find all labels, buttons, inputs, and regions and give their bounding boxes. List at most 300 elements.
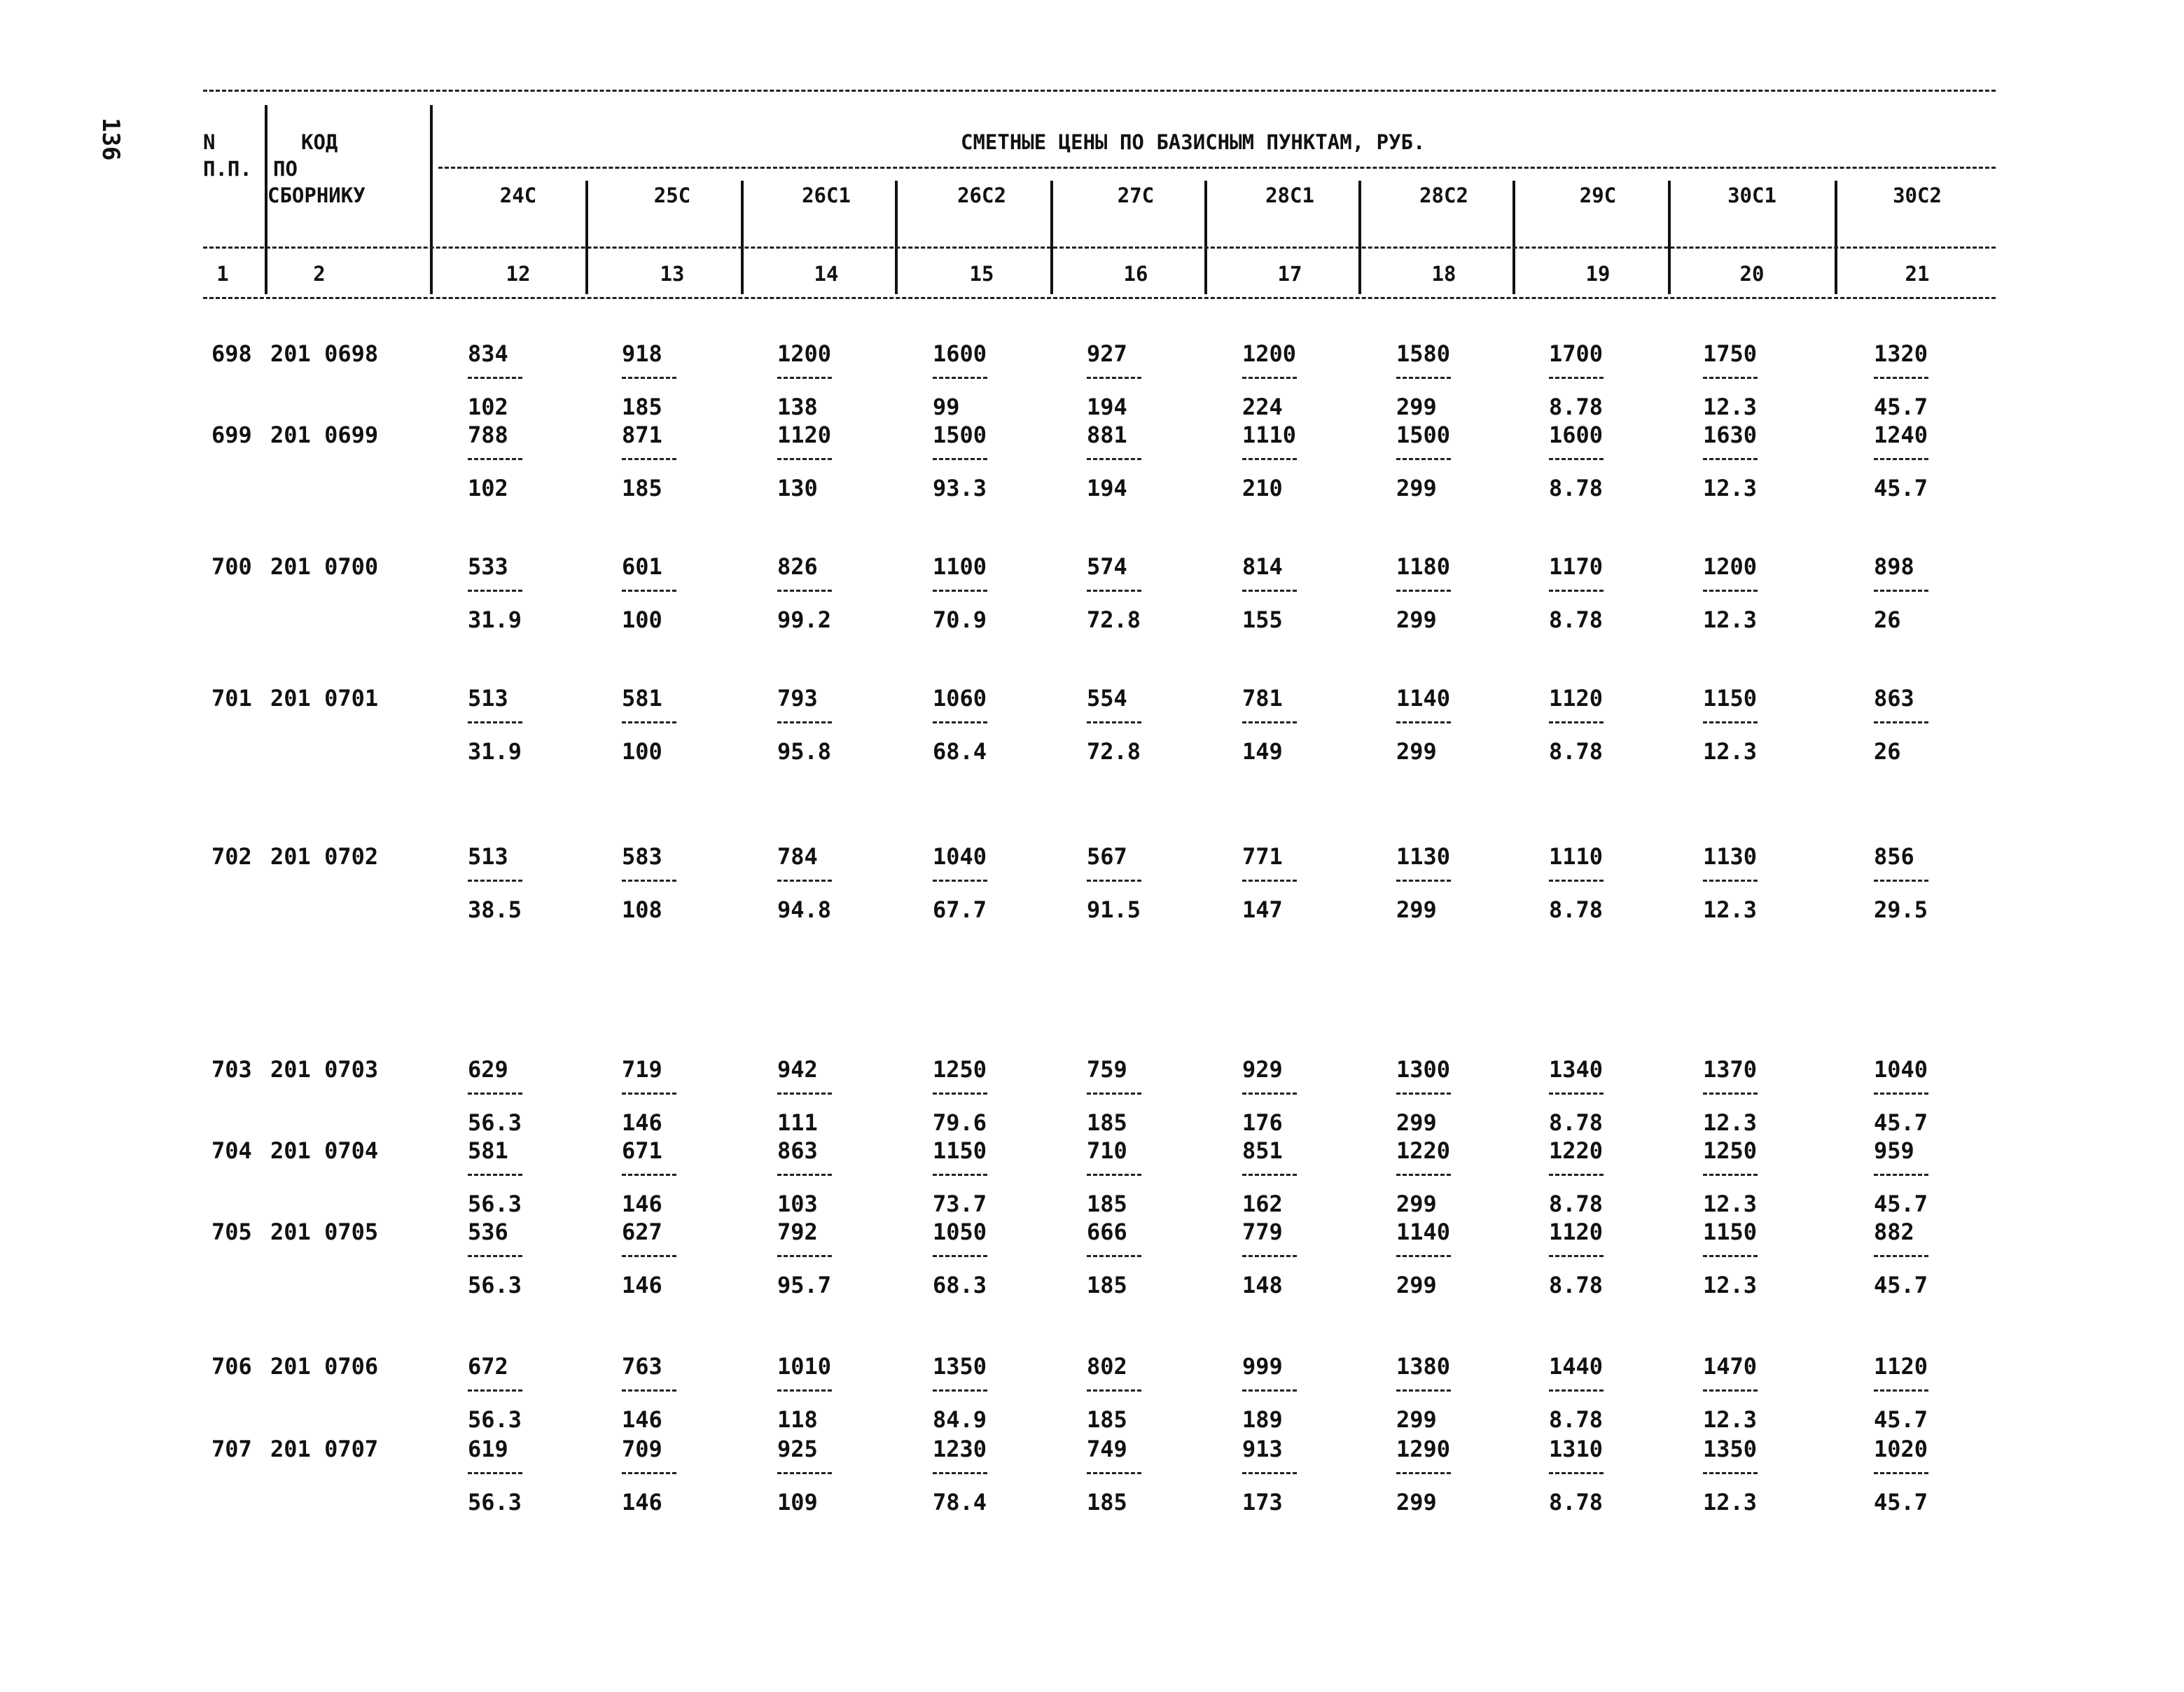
price-value: 1350 bbox=[933, 1353, 987, 1380]
price-value: 826 bbox=[777, 553, 818, 580]
fraction-line bbox=[1242, 377, 1297, 379]
fraction-line bbox=[777, 1472, 832, 1474]
fraction-line bbox=[1087, 1174, 1141, 1176]
price-value: 1470 bbox=[1703, 1353, 1758, 1380]
price-divisor: 45.7 bbox=[1874, 1109, 1928, 1136]
row-number: 704 bbox=[211, 1137, 252, 1164]
price-divisor: 108 bbox=[622, 896, 662, 923]
fraction-line bbox=[622, 458, 676, 460]
price-divisor: 155 bbox=[1242, 606, 1283, 633]
header-divider bbox=[1835, 181, 1837, 294]
header-bottom-rule bbox=[203, 297, 1996, 299]
fraction-line bbox=[1242, 1093, 1297, 1095]
price-value: 1500 bbox=[1396, 422, 1451, 448]
price-divisor: 12.3 bbox=[1703, 394, 1758, 420]
fraction-line bbox=[1874, 1472, 1928, 1474]
price-value: 1380 bbox=[1396, 1353, 1451, 1380]
price-value: 1060 bbox=[933, 685, 987, 712]
fraction-line bbox=[1087, 880, 1141, 882]
price-value: 1500 bbox=[933, 422, 987, 448]
row-code: 201 0700 bbox=[270, 553, 379, 580]
price-divisor: 109 bbox=[777, 1489, 818, 1516]
fraction-line bbox=[933, 590, 987, 592]
price-divisor: 147 bbox=[1242, 896, 1283, 923]
price-value: 863 bbox=[777, 1137, 818, 1164]
fraction-line bbox=[1703, 1093, 1758, 1095]
fraction-line bbox=[933, 1174, 987, 1176]
fraction-line bbox=[1874, 880, 1928, 882]
price-divisor: 45.7 bbox=[1874, 1272, 1928, 1298]
header-group-rule bbox=[438, 167, 1996, 169]
price-value: 856 bbox=[1874, 843, 1914, 870]
fraction-line bbox=[1087, 458, 1141, 460]
header-col-number: 15 bbox=[969, 262, 994, 286]
header-point-29С: 29С bbox=[1579, 183, 1617, 207]
price-divisor: 146 bbox=[622, 1109, 662, 1136]
header-divider bbox=[1204, 181, 1207, 294]
row-code: 201 0698 bbox=[270, 340, 379, 367]
price-value: 913 bbox=[1242, 1436, 1283, 1462]
fraction-line bbox=[1874, 1255, 1928, 1257]
fraction-line bbox=[1703, 1389, 1758, 1392]
row-number: 706 bbox=[211, 1353, 252, 1380]
fraction-line bbox=[1703, 1472, 1758, 1474]
price-value: 1700 bbox=[1549, 340, 1604, 367]
header-point-30С2: 30С2 bbox=[1893, 183, 1942, 207]
fraction-line bbox=[1549, 880, 1604, 882]
header-divider bbox=[1668, 181, 1671, 294]
price-value: 1230 bbox=[933, 1436, 987, 1462]
price-value: 881 bbox=[1087, 422, 1127, 448]
header-col-number: 13 bbox=[660, 262, 685, 286]
price-divisor: 103 bbox=[777, 1191, 818, 1217]
fraction-line bbox=[1703, 590, 1758, 592]
price-value: 581 bbox=[622, 685, 662, 712]
fraction-line bbox=[1087, 1255, 1141, 1257]
price-value: 1150 bbox=[1703, 1219, 1758, 1245]
price-value: 749 bbox=[1087, 1436, 1127, 1462]
price-divisor: 8.78 bbox=[1549, 1272, 1604, 1298]
fraction-line bbox=[1396, 880, 1451, 882]
fraction-line bbox=[1242, 1174, 1297, 1176]
fraction-line bbox=[933, 1255, 987, 1257]
row-number: 703 bbox=[211, 1056, 252, 1083]
price-value: 793 bbox=[777, 685, 818, 712]
price-divisor: 173 bbox=[1242, 1489, 1283, 1516]
fraction-line bbox=[1396, 590, 1451, 592]
fraction-line bbox=[1703, 1174, 1758, 1176]
price-value: 601 bbox=[622, 553, 662, 580]
price-divisor: 162 bbox=[1242, 1191, 1283, 1217]
price-value: 1120 bbox=[1874, 1353, 1928, 1380]
price-divisor: 185 bbox=[1087, 1191, 1127, 1217]
price-divisor: 12.3 bbox=[1703, 738, 1758, 765]
header-point-26С2: 26С2 bbox=[957, 183, 1006, 207]
price-value: 898 bbox=[1874, 553, 1914, 580]
fraction-line bbox=[468, 1389, 522, 1392]
price-value: 771 bbox=[1242, 843, 1283, 870]
price-value: 999 bbox=[1242, 1353, 1283, 1380]
price-divisor: 102 bbox=[468, 475, 508, 501]
fraction-line bbox=[1874, 1389, 1928, 1392]
price-value: 1050 bbox=[933, 1219, 987, 1245]
price-divisor: 210 bbox=[1242, 475, 1283, 501]
fraction-line bbox=[468, 1255, 522, 1257]
fraction-line bbox=[777, 458, 832, 460]
price-value: 581 bbox=[468, 1137, 508, 1164]
price-value: 927 bbox=[1087, 340, 1127, 367]
price-divisor: 189 bbox=[1242, 1406, 1283, 1433]
header-col-number: 21 bbox=[1905, 262, 1930, 286]
price-divisor: 299 bbox=[1396, 606, 1437, 633]
price-value: 942 bbox=[777, 1056, 818, 1083]
header-divider bbox=[585, 181, 588, 294]
fraction-line bbox=[1703, 1255, 1758, 1257]
price-divisor: 102 bbox=[468, 394, 508, 420]
fraction-line bbox=[1549, 590, 1604, 592]
price-divisor: 56.3 bbox=[468, 1272, 522, 1298]
price-divisor: 67.7 bbox=[933, 896, 987, 923]
price-divisor: 12.3 bbox=[1703, 1191, 1758, 1217]
price-value: 1200 bbox=[1242, 340, 1297, 367]
price-value: 882 bbox=[1874, 1219, 1914, 1245]
header-divider bbox=[741, 181, 744, 294]
fraction-line bbox=[777, 590, 832, 592]
price-value: 1310 bbox=[1549, 1436, 1604, 1462]
price-divisor: 79.6 bbox=[933, 1109, 987, 1136]
price-divisor: 45.7 bbox=[1874, 475, 1928, 501]
price-divisor: 12.3 bbox=[1703, 1272, 1758, 1298]
fraction-line bbox=[933, 1093, 987, 1095]
header-point-25С: 25С bbox=[653, 183, 691, 207]
header-point-28С2: 28С2 bbox=[1419, 183, 1468, 207]
price-divisor: 185 bbox=[622, 475, 662, 501]
fraction-line bbox=[1549, 1389, 1604, 1392]
fraction-line bbox=[468, 721, 522, 723]
fraction-line bbox=[622, 1255, 676, 1257]
fraction-line bbox=[622, 1389, 676, 1392]
price-value: 1220 bbox=[1549, 1137, 1604, 1164]
header-col-number: 20 bbox=[1739, 262, 1765, 286]
row-code: 201 0701 bbox=[270, 685, 379, 712]
price-divisor: 70.9 bbox=[933, 606, 987, 633]
price-divisor: 146 bbox=[622, 1489, 662, 1516]
row-code: 201 0705 bbox=[270, 1219, 379, 1245]
price-divisor: 8.78 bbox=[1549, 606, 1604, 633]
fraction-line bbox=[1874, 1174, 1928, 1176]
row-number: 700 bbox=[211, 553, 252, 580]
fraction-line bbox=[468, 458, 522, 460]
price-value: 759 bbox=[1087, 1056, 1127, 1083]
price-value: 1220 bbox=[1396, 1137, 1451, 1164]
price-divisor: 185 bbox=[1087, 1109, 1127, 1136]
price-divisor: 12.3 bbox=[1703, 1406, 1758, 1433]
row-code: 201 0702 bbox=[270, 843, 379, 870]
price-divisor: 299 bbox=[1396, 394, 1437, 420]
price-value: 763 bbox=[622, 1353, 662, 1380]
fraction-line bbox=[1874, 377, 1928, 379]
price-value: 1600 bbox=[933, 340, 987, 367]
price-value: 513 bbox=[468, 843, 508, 870]
fraction-line bbox=[933, 721, 987, 723]
price-divisor: 56.3 bbox=[468, 1109, 522, 1136]
price-divisor: 148 bbox=[1242, 1272, 1283, 1298]
row-code: 201 0706 bbox=[270, 1353, 379, 1380]
price-value: 533 bbox=[468, 553, 508, 580]
price-value: 779 bbox=[1242, 1219, 1283, 1245]
fraction-line bbox=[1242, 1472, 1297, 1474]
price-divisor: 26 bbox=[1874, 606, 1901, 633]
header-col-number: 14 bbox=[814, 262, 839, 286]
price-value: 672 bbox=[468, 1353, 508, 1380]
fraction-line bbox=[468, 590, 522, 592]
price-divisor: 45.7 bbox=[1874, 1406, 1928, 1433]
price-value: 1370 bbox=[1703, 1056, 1758, 1083]
price-divisor: 68.3 bbox=[933, 1272, 987, 1298]
price-value: 788 bbox=[468, 422, 508, 448]
price-divisor: 146 bbox=[622, 1406, 662, 1433]
fraction-line bbox=[1087, 377, 1141, 379]
price-divisor: 8.78 bbox=[1549, 394, 1604, 420]
price-divisor: 185 bbox=[1087, 1272, 1127, 1298]
row-code: 201 0703 bbox=[270, 1056, 379, 1083]
fraction-line bbox=[777, 1093, 832, 1095]
fraction-line bbox=[1874, 721, 1928, 723]
row-number: 702 bbox=[211, 843, 252, 870]
header-col-number: 17 bbox=[1277, 262, 1302, 286]
price-value: 1600 bbox=[1549, 422, 1604, 448]
price-value: 1200 bbox=[777, 340, 832, 367]
fraction-line bbox=[1242, 721, 1297, 723]
fraction-line bbox=[468, 1093, 522, 1095]
price-value: 709 bbox=[622, 1436, 662, 1462]
price-divisor: 56.3 bbox=[468, 1191, 522, 1217]
fraction-line bbox=[1874, 458, 1928, 460]
fraction-line bbox=[1549, 1255, 1604, 1257]
price-value: 1180 bbox=[1396, 553, 1451, 580]
price-value: 781 bbox=[1242, 685, 1283, 712]
header-pp: П.П. bbox=[203, 157, 252, 181]
row-code: 201 0707 bbox=[270, 1436, 379, 1462]
price-divisor: 299 bbox=[1396, 896, 1437, 923]
price-value: 834 bbox=[468, 340, 508, 367]
price-divisor: 138 bbox=[777, 394, 818, 420]
fraction-line bbox=[622, 377, 676, 379]
price-divisor: 84.9 bbox=[933, 1406, 987, 1433]
header-divider bbox=[1512, 181, 1515, 294]
fraction-line bbox=[1549, 1472, 1604, 1474]
fraction-line bbox=[933, 377, 987, 379]
price-divisor: 91.5 bbox=[1087, 896, 1141, 923]
price-divisor: 56.3 bbox=[468, 1406, 522, 1433]
header-divider bbox=[1050, 181, 1053, 294]
price-divisor: 12.3 bbox=[1703, 1109, 1758, 1136]
price-divisor: 31.9 bbox=[468, 606, 522, 633]
price-divisor: 12.3 bbox=[1703, 1489, 1758, 1516]
price-divisor: 185 bbox=[1087, 1489, 1127, 1516]
price-value: 574 bbox=[1087, 553, 1127, 580]
price-value: 925 bbox=[777, 1436, 818, 1462]
price-divisor: 176 bbox=[1242, 1109, 1283, 1136]
row-number: 707 bbox=[211, 1436, 252, 1462]
price-divisor: 185 bbox=[1087, 1406, 1127, 1433]
price-divisor: 45.7 bbox=[1874, 1489, 1928, 1516]
price-divisor: 31.9 bbox=[468, 738, 522, 765]
price-divisor: 12.3 bbox=[1703, 896, 1758, 923]
price-divisor: 99.2 bbox=[777, 606, 832, 633]
price-divisor: 8.78 bbox=[1549, 896, 1604, 923]
price-value: 536 bbox=[468, 1219, 508, 1245]
header-point-28С1: 28С1 bbox=[1265, 183, 1314, 207]
price-divisor: 299 bbox=[1396, 1272, 1437, 1298]
price-divisor: 73.7 bbox=[933, 1191, 987, 1217]
row-number: 705 bbox=[211, 1219, 252, 1245]
fraction-line bbox=[777, 1174, 832, 1176]
header-point-24С: 24С bbox=[499, 183, 537, 207]
fraction-line bbox=[622, 590, 676, 592]
price-divisor: 299 bbox=[1396, 738, 1437, 765]
price-divisor: 299 bbox=[1396, 1109, 1437, 1136]
header-point-27С: 27С bbox=[1117, 183, 1155, 207]
price-value: 1140 bbox=[1396, 685, 1451, 712]
header-point-26С1: 26С1 bbox=[802, 183, 851, 207]
price-value: 929 bbox=[1242, 1056, 1283, 1083]
fraction-line bbox=[777, 1389, 832, 1392]
price-divisor: 94.8 bbox=[777, 896, 832, 923]
header-divider bbox=[1358, 181, 1361, 294]
price-value: 1300 bbox=[1396, 1056, 1451, 1083]
price-divisor: 149 bbox=[1242, 738, 1283, 765]
fraction-line bbox=[1874, 590, 1928, 592]
price-value: 1630 bbox=[1703, 422, 1758, 448]
header-col-number: 12 bbox=[506, 262, 531, 286]
price-value: 814 bbox=[1242, 553, 1283, 580]
price-value: 871 bbox=[622, 422, 662, 448]
fraction-line bbox=[1549, 1174, 1604, 1176]
fraction-line bbox=[1242, 880, 1297, 882]
price-divisor: 194 bbox=[1087, 475, 1127, 501]
price-value: 863 bbox=[1874, 685, 1914, 712]
price-value: 1750 bbox=[1703, 340, 1758, 367]
price-value: 1040 bbox=[933, 843, 987, 870]
price-value: 1010 bbox=[777, 1353, 832, 1380]
fraction-line bbox=[1703, 721, 1758, 723]
price-divisor: 38.5 bbox=[468, 896, 522, 923]
price-value: 1130 bbox=[1703, 843, 1758, 870]
fraction-line bbox=[622, 721, 676, 723]
header-col-number: 16 bbox=[1123, 262, 1148, 286]
price-divisor: 146 bbox=[622, 1191, 662, 1217]
fraction-line bbox=[1549, 377, 1604, 379]
price-value: 851 bbox=[1242, 1137, 1283, 1164]
price-value: 1020 bbox=[1874, 1436, 1928, 1462]
fraction-line bbox=[1087, 1093, 1141, 1095]
price-value: 1150 bbox=[933, 1137, 987, 1164]
price-value: 719 bbox=[622, 1056, 662, 1083]
fraction-line bbox=[1087, 590, 1141, 592]
price-value: 627 bbox=[622, 1219, 662, 1245]
price-divisor: 224 bbox=[1242, 394, 1283, 420]
row-number: 698 bbox=[211, 340, 252, 367]
price-divisor: 68.4 bbox=[933, 738, 987, 765]
fraction-line bbox=[1087, 1389, 1141, 1392]
price-value: 1250 bbox=[1703, 1137, 1758, 1164]
price-divisor: 100 bbox=[622, 738, 662, 765]
price-divisor: 12.3 bbox=[1703, 475, 1758, 501]
price-value: 1110 bbox=[1242, 422, 1297, 448]
price-divisor: 299 bbox=[1396, 1489, 1437, 1516]
price-value: 1580 bbox=[1396, 340, 1451, 367]
price-divisor: 8.78 bbox=[1549, 1109, 1604, 1136]
header-group-title: СМЕТНЫЕ ЦЕНЫ ПО БАЗИСНЫМ ПУНКТАМ, РУБ. bbox=[961, 130, 1426, 154]
price-value: 567 bbox=[1087, 843, 1127, 870]
price-divisor: 95.8 bbox=[777, 738, 832, 765]
fraction-line bbox=[1549, 721, 1604, 723]
header-divider bbox=[430, 105, 433, 294]
price-divisor: 29.5 bbox=[1874, 896, 1928, 923]
fraction-line bbox=[1242, 1255, 1297, 1257]
header-code-2: ПО bbox=[273, 157, 298, 181]
fraction-line bbox=[468, 1174, 522, 1176]
header-point-30С1: 30С1 bbox=[1727, 183, 1776, 207]
page-number: 136 bbox=[97, 118, 125, 161]
price-divisor: 12.3 bbox=[1703, 606, 1758, 633]
fraction-line bbox=[1396, 1174, 1451, 1176]
price-value: 583 bbox=[622, 843, 662, 870]
price-divisor: 100 bbox=[622, 606, 662, 633]
price-value: 1250 bbox=[933, 1056, 987, 1083]
fraction-line bbox=[1396, 377, 1451, 379]
price-value: 1100 bbox=[933, 553, 987, 580]
price-divisor: 8.78 bbox=[1549, 475, 1604, 501]
fraction-line bbox=[777, 880, 832, 882]
price-divisor: 146 bbox=[622, 1272, 662, 1298]
header-col-number: 1 bbox=[216, 262, 229, 286]
price-value: 802 bbox=[1087, 1353, 1127, 1380]
row-code: 201 0699 bbox=[270, 422, 379, 448]
fraction-line bbox=[468, 880, 522, 882]
fraction-line bbox=[777, 1255, 832, 1257]
header-code-1: КОД bbox=[301, 130, 338, 154]
fraction-line bbox=[777, 377, 832, 379]
fraction-line bbox=[1703, 880, 1758, 882]
header-mid-rule bbox=[203, 247, 1996, 249]
price-value: 671 bbox=[622, 1137, 662, 1164]
fraction-line bbox=[1242, 458, 1297, 460]
price-value: 710 bbox=[1087, 1137, 1127, 1164]
fraction-line bbox=[622, 1472, 676, 1474]
price-divisor: 72.8 bbox=[1087, 606, 1141, 633]
price-value: 1120 bbox=[1549, 685, 1604, 712]
price-value: 1170 bbox=[1549, 553, 1604, 580]
fraction-line bbox=[933, 1389, 987, 1392]
price-divisor: 299 bbox=[1396, 475, 1437, 501]
fraction-line bbox=[933, 1472, 987, 1474]
price-value: 792 bbox=[777, 1219, 818, 1245]
header-col-number: 18 bbox=[1431, 262, 1456, 286]
price-value: 1110 bbox=[1549, 843, 1604, 870]
price-value: 1290 bbox=[1396, 1436, 1451, 1462]
price-value: 784 bbox=[777, 843, 818, 870]
row-number: 701 bbox=[211, 685, 252, 712]
price-value: 1200 bbox=[1703, 553, 1758, 580]
fraction-line bbox=[933, 458, 987, 460]
fraction-line bbox=[1549, 458, 1604, 460]
fraction-line bbox=[1396, 721, 1451, 723]
fraction-line bbox=[1087, 1472, 1141, 1474]
fraction-line bbox=[1549, 1093, 1604, 1095]
fraction-line bbox=[1087, 721, 1141, 723]
